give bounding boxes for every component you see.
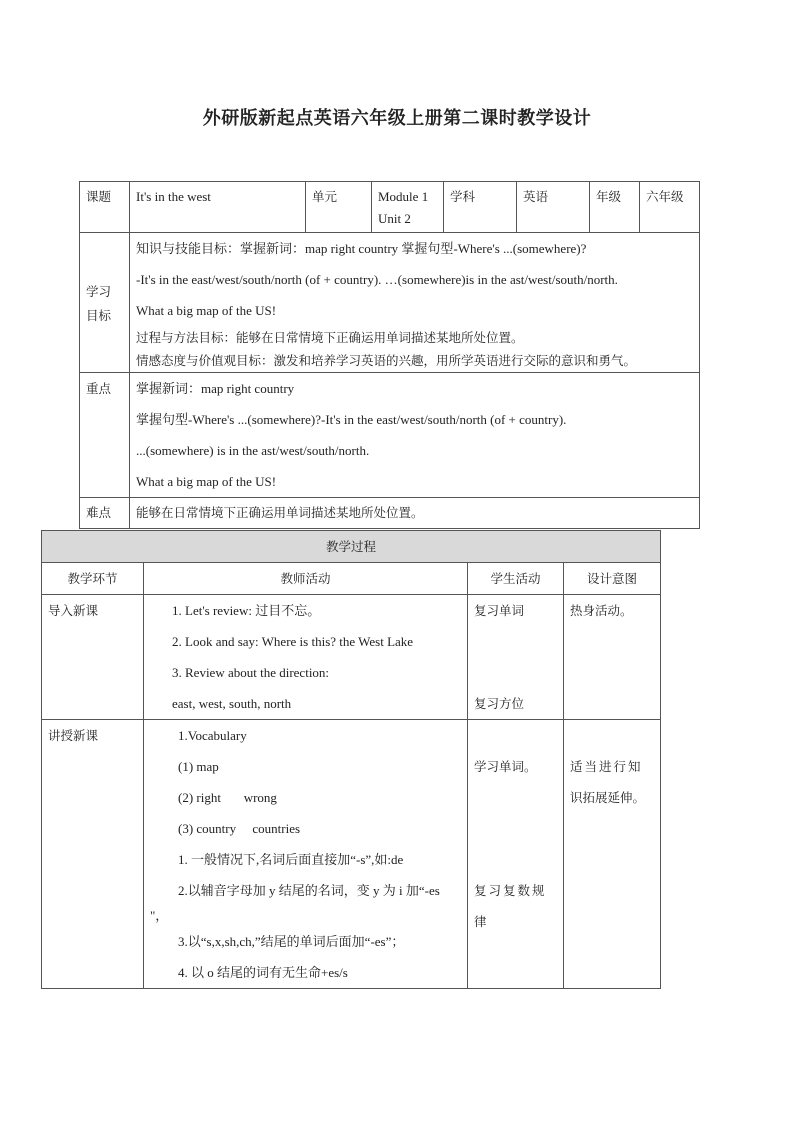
design-intro: 热身活动。	[564, 595, 661, 720]
student-new: 学习单词。 复习复数规 律	[468, 720, 564, 989]
key-row	[80, 373, 700, 498]
document-title: 外研版新起点英语六年级上册第二课时教学设计	[202, 108, 592, 129]
goal-line: -It's in the east/west/south/north (of + country). …(somewhere)is in the ast/west/south/north.	[136, 272, 618, 287]
teacher-intro: 1. Let's review: 过目不忘。 2. Look and say: Where is this? the West Lake 3. Review about the direction: east, west, south, north	[144, 595, 468, 720]
process-header: 教学过程	[42, 531, 661, 563]
teaching-process-table	[41, 530, 661, 989]
difficult-row	[80, 498, 700, 529]
lesson-info-table	[79, 181, 700, 529]
col-design: 设计意图	[564, 563, 661, 595]
key-line: 掌握新词：map right country	[136, 381, 295, 396]
col-stage: 教学环节	[42, 563, 144, 595]
col-student: 学生活动	[468, 563, 564, 595]
stage-new: 讲授新课	[42, 720, 144, 989]
process-row-new	[42, 720, 661, 989]
student-intro: 复习单词 复习方位	[468, 595, 564, 720]
subject-value: 英语	[517, 182, 590, 233]
grade-value: 六年级	[640, 182, 700, 233]
goal-line: 过程与方法目标：能够在日常情境下正确运用单词描述某地所处位置。	[136, 330, 524, 345]
lesson-label: 课题	[80, 182, 130, 233]
goals-content	[130, 233, 700, 373]
subject-label: 学科	[444, 182, 517, 233]
unit-label: 单元	[306, 182, 372, 233]
unit-module: Module 1	[378, 189, 429, 204]
unit-unit: Unit 2	[378, 211, 411, 226]
process-column-row	[42, 563, 661, 595]
key-line: ...(somewhere) is in the ast/west/south/north.	[136, 443, 370, 458]
key-line: 掌握句型-Where's ...(somewhere)?-It's in the east/west/south/north (of + country).	[136, 412, 567, 427]
unit-value	[372, 182, 444, 233]
grade-label: 年级	[590, 182, 640, 233]
key-label: 重点	[80, 373, 130, 498]
key-line: What a big map of the US!	[136, 474, 277, 489]
goal-line: 情感态度与价值观目标：激发和培养学习英语的兴趣，用所学英语进行交际的意识和勇气。	[136, 353, 637, 368]
stage-intro: 导入新课	[42, 595, 144, 720]
teacher-new: 1.Vocabulary (1) map (2) right wrong (3) country countries 1. 一般情况下,名词后面直接加“-s”,如:de 2.以辅音字母加 y 结尾的名词，变 y 为 i 加“-es "， 3.以“s,x,sh,ch,”结尾的单词后面加“-es”； 4. 以 o 结尾的词有无生命+es/s	[144, 720, 468, 989]
goals-label: 学习 目标	[80, 233, 130, 373]
col-teacher: 教师活动	[144, 563, 468, 595]
difficult-content: 能够在日常情境下正确运用单词描述某地所处位置。	[130, 498, 700, 529]
difficult-label: 难点	[80, 498, 130, 529]
goals-row	[80, 233, 700, 373]
goal-line: What a big map of the US!	[136, 303, 277, 318]
process-header-row	[42, 531, 661, 563]
key-content	[130, 373, 700, 498]
design-new: 适当进行知 识拓展延伸。	[564, 720, 661, 989]
lesson-value: It's in the west	[130, 182, 306, 233]
process-row-intro	[42, 595, 661, 720]
lesson-row	[80, 182, 700, 233]
goal-line: 知识与技能目标：掌握新词：map right country 掌握句型-Where's ...(somewhere)?	[136, 241, 587, 256]
